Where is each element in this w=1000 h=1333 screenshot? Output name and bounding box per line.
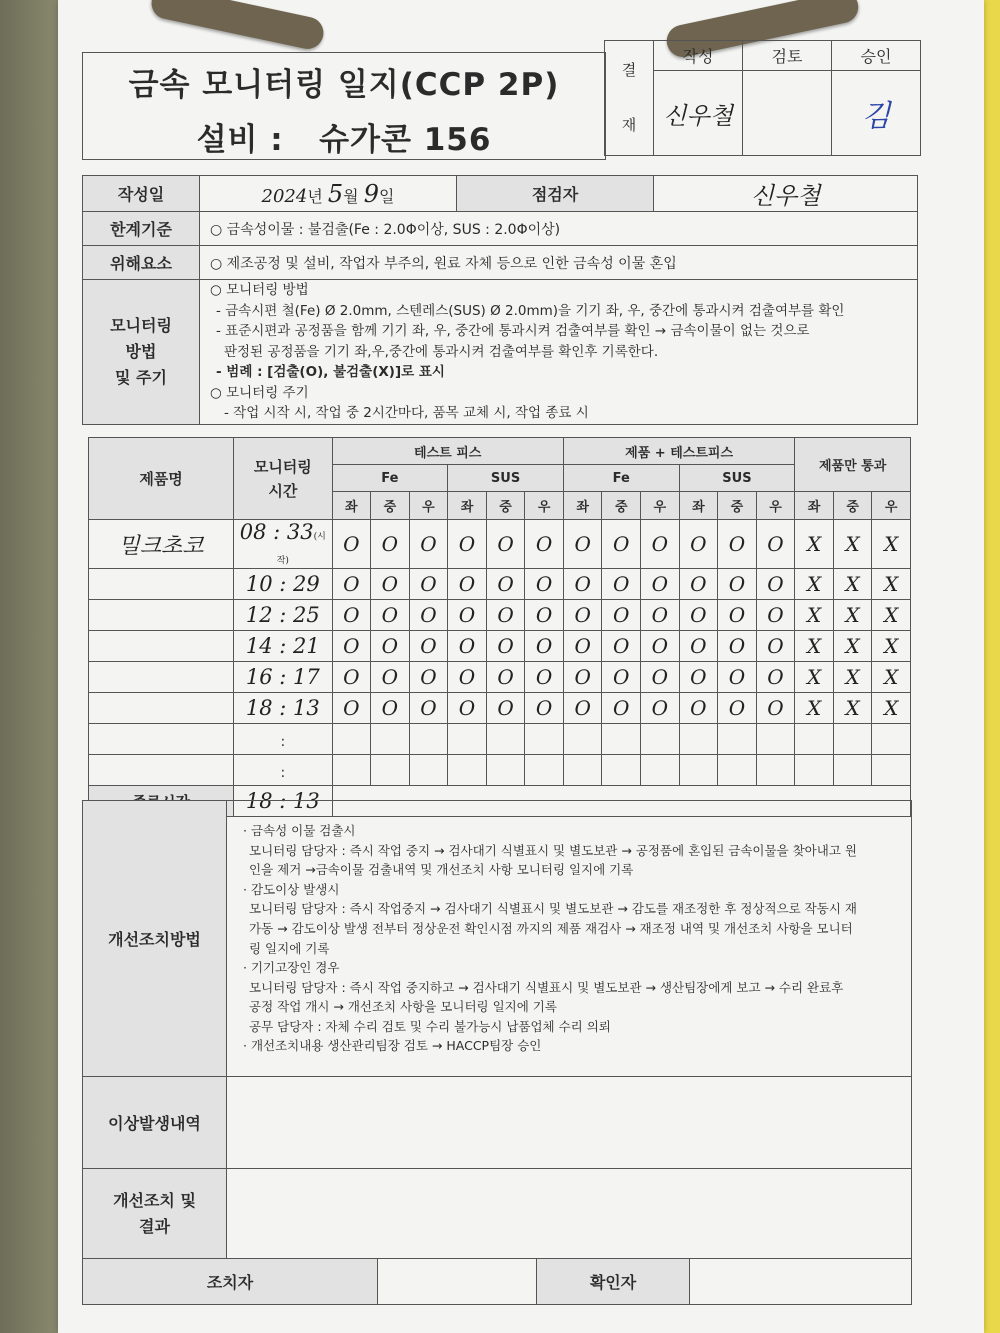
date-day: 9 [363, 179, 380, 208]
date-label: 작성일 [83, 176, 200, 212]
result-label-2: 결과 [139, 1216, 170, 1236]
check-mark-cell: O [563, 693, 602, 724]
check-mark-cell: O [486, 520, 525, 569]
check-mark-cell: X [833, 693, 872, 724]
corrective-line: 링 일지에 기록 [249, 940, 330, 956]
metal-sus: SUS [448, 465, 564, 492]
check-mark-cell: X [795, 662, 834, 693]
monitoring-time: 10 : 29 [245, 572, 320, 596]
check-mark-cell [486, 755, 525, 786]
title-block [82, 52, 606, 160]
monitoring-time-cell [234, 693, 332, 724]
monitoring-time-cell [234, 662, 332, 693]
monitoring-time: 16 : 17 [245, 665, 320, 689]
result-value [227, 1169, 912, 1259]
method-line: ○ 모니터링 방법 [210, 282, 309, 298]
product-name-cell [89, 693, 234, 724]
group-test-piece: 테스트 피스 [332, 438, 563, 465]
position-header: 우 [409, 492, 448, 520]
method-label-2: 방법 [125, 341, 157, 361]
approval-col-review: 검토 [743, 41, 832, 71]
check-mark-cell: O [756, 631, 795, 662]
check-mark-cell: O [371, 631, 410, 662]
check-mark-cell: O [332, 520, 371, 569]
position-header: 중 [833, 492, 872, 520]
monitoring-row [89, 693, 911, 724]
monitoring-table [88, 437, 911, 817]
check-mark-cell: O [448, 520, 487, 569]
check-mark-cell [833, 724, 872, 755]
check-mark-cell: X [872, 569, 911, 600]
check-mark-cell: O [448, 693, 487, 724]
product-name-cell [89, 569, 234, 600]
hazard-label: 위해요소 [83, 246, 200, 280]
col-product-header: 제품명 [89, 438, 234, 520]
check-mark-cell [679, 755, 718, 786]
check-mark-cell: X [872, 600, 911, 631]
corrective-line: 모니터링 담당자 : 즉시 작업중지 → 검사대기 식별표시 및 별도보관 → 감도를 재조정한 후 정상적으로 작동시 재 [249, 901, 857, 917]
equipment-name: 슈가콘 156 [319, 122, 492, 158]
end-time-value: 18 : 13 [234, 786, 332, 817]
position-header: 우 [756, 492, 795, 520]
check-mark-cell: O [371, 520, 410, 569]
check-mark-cell: O [332, 662, 371, 693]
check-mark-cell: O [332, 600, 371, 631]
check-mark-cell [795, 755, 834, 786]
metal-fe: Fe [332, 465, 448, 492]
check-mark-cell: O [679, 662, 718, 693]
check-mark-cell: O [602, 631, 641, 662]
approval-table [604, 40, 921, 156]
check-mark-cell: O [563, 631, 602, 662]
check-mark-cell: O [409, 631, 448, 662]
check-mark-cell: O [371, 693, 410, 724]
check-mark-cell: O [409, 520, 448, 569]
metal-fe: Fe [563, 465, 679, 492]
check-mark-cell: O [409, 600, 448, 631]
position-header: 우 [525, 492, 564, 520]
check-mark-cell [602, 755, 641, 786]
monitoring-row [89, 631, 911, 662]
limit-text: ○ 금속성이물 : 불검출(Fe : 2.0Φ이상, SUS : 2.0Φ이상) [200, 212, 918, 246]
check-mark-cell: X [872, 662, 911, 693]
check-mark-cell: O [641, 569, 680, 600]
method-label [83, 280, 200, 425]
signature-reviewer [743, 71, 832, 156]
col-time-header-1: 모니터링 [253, 457, 312, 476]
check-mark-cell [679, 724, 718, 755]
check-mark-cell [718, 755, 757, 786]
date-day-unit: 일 [379, 186, 395, 206]
approval-col-approve: 승인 [832, 41, 921, 71]
check-mark-cell: O [332, 631, 371, 662]
check-mark-cell: O [486, 600, 525, 631]
method-text [200, 280, 918, 425]
check-mark-cell: O [448, 662, 487, 693]
check-mark-cell [795, 724, 834, 755]
check-mark-cell: O [679, 631, 718, 662]
check-mark-cell [486, 724, 525, 755]
check-mark-cell: O [756, 569, 795, 600]
approval-side-label [605, 41, 654, 156]
check-mark-cell: O [371, 662, 410, 693]
method-line: - 금속시편 철(Fe) Ø 2.0mm, 스텐레스(SUS) Ø 2.0mm)을 기기 좌, 우, 중간에 통과시켜 검출여부를 확인 [216, 302, 845, 319]
check-mark-cell: O [756, 600, 795, 631]
monitoring-row [89, 520, 911, 569]
corrective-line: · 금속성 이물 검출시 [243, 822, 356, 838]
check-mark-cell: O [525, 662, 564, 693]
check-mark-cell: O [679, 693, 718, 724]
check-mark-cell: O [525, 631, 564, 662]
inspector-label: 점검자 [457, 176, 654, 212]
check-mark-cell [718, 724, 757, 755]
page-title: 금속 모니터링 일지(CCP 2P) [128, 67, 560, 103]
corrective-line: · 기기고장인 경우 [243, 960, 340, 976]
check-mark-cell: O [718, 662, 757, 693]
check-mark-cell [409, 755, 448, 786]
monitoring-row [89, 755, 911, 786]
equipment-label: 설비 : [196, 122, 284, 158]
date-value [200, 176, 457, 212]
corrective-table [82, 800, 912, 1259]
check-mark-cell: X [872, 631, 911, 662]
monitoring-time-cell [234, 600, 332, 631]
check-mark-cell: O [409, 662, 448, 693]
limit-label: 한계기준 [83, 212, 200, 246]
position-header: 중 [371, 492, 410, 520]
check-mark-cell [756, 755, 795, 786]
position-header: 좌 [679, 492, 718, 520]
check-mark-cell: X [872, 693, 911, 724]
monitoring-time: 12 : 25 [245, 603, 320, 627]
monitoring-time-cell [234, 569, 332, 600]
product-name-cell [89, 631, 234, 662]
approval-col-write: 작성 [654, 41, 743, 71]
corrective-line: · 개선조치내용 생산관리팀장 검토 → HACCP팀장 승인 [243, 1038, 542, 1054]
check-mark-cell [332, 724, 371, 755]
check-mark-cell [602, 724, 641, 755]
check-mark-cell: O [563, 600, 602, 631]
monitoring-time-cell [234, 724, 332, 755]
check-mark-cell: X [833, 569, 872, 600]
method-label-3: 및 주기 [115, 367, 167, 387]
position-header: 좌 [332, 492, 371, 520]
inspector-name: 신우철 [654, 176, 918, 212]
check-mark-cell: X [833, 631, 872, 662]
check-mark-cell: O [679, 600, 718, 631]
check-mark-cell: O [448, 569, 487, 600]
monitoring-row [89, 724, 911, 755]
monitoring-time-cell [234, 631, 332, 662]
check-mark-cell: O [718, 569, 757, 600]
corrective-line: 모니터링 담당자 : 즉시 작업 중지하고 → 검사대기 식별표시 및 별도보관 → 생산팀장에게 보고 → 수리 완료후 [249, 979, 844, 995]
check-mark-cell: X [833, 520, 872, 569]
check-mark-cell: O [563, 520, 602, 569]
product-name-cell: 밀크초코 [89, 520, 234, 569]
check-mark-cell: O [718, 631, 757, 662]
check-mark-cell: O [563, 662, 602, 693]
date-year-unit: 년 [307, 186, 323, 206]
abnormal-label: 이상발생내역 [83, 1077, 227, 1169]
check-mark-cell: X [833, 662, 872, 693]
check-mark-cell: O [602, 662, 641, 693]
confirmer-label: 확인자 [537, 1259, 690, 1305]
equipment-line [83, 114, 605, 159]
check-mark-cell [409, 724, 448, 755]
method-line: - 표준시편과 공정품을 함께 기기 좌, 우, 중간에 통과시켜 검출여부를 확인 → 금속이물이 없는 것으로 [216, 323, 810, 339]
monitoring-row [89, 569, 911, 600]
check-mark-cell [563, 724, 602, 755]
product-name-cell [89, 755, 234, 786]
corrective-line: 공정 작업 개시 → 개선조치 사항을 모니터링 일지에 기록 [249, 999, 557, 1015]
check-mark-cell: O [756, 520, 795, 569]
check-mark-cell: X [795, 520, 834, 569]
method-line: - 작업 시작 시, 작업 중 2시간마다, 품목 교체 시, 작업 종료 시 [224, 405, 589, 421]
method-label-1: 모니터링 [110, 315, 172, 335]
monitoring-time: 14 : 21 [245, 634, 320, 658]
check-mark-cell: O [448, 600, 487, 631]
product-name-cell [89, 600, 234, 631]
corrective-text [227, 801, 912, 1077]
signature-approver: 김 [832, 71, 921, 156]
position-header: 좌 [563, 492, 602, 520]
check-mark-cell: O [718, 693, 757, 724]
corrective-line: 공무 담당자 : 자체 수리 검토 및 수리 불가능시 납품업체 수리 의뢰 [249, 1018, 611, 1034]
corrective-line: · 감도이상 발생시 [243, 881, 340, 897]
abnormal-value [227, 1077, 912, 1169]
check-mark-cell: O [525, 693, 564, 724]
confirmer-value [690, 1259, 912, 1305]
check-mark-cell: X [833, 600, 872, 631]
check-mark-cell: O [563, 569, 602, 600]
check-mark-cell: O [641, 520, 680, 569]
check-mark-cell: O [486, 693, 525, 724]
monitoring-time: : [280, 765, 286, 781]
group-product-test: 제품 + 테스트피스 [563, 438, 794, 465]
metal-sus: SUS [679, 465, 795, 492]
check-mark-cell: O [679, 569, 718, 600]
info-table [82, 175, 918, 425]
check-mark-cell: O [486, 631, 525, 662]
monitoring-time: : [280, 734, 286, 750]
check-mark-cell: X [795, 693, 834, 724]
check-mark-cell [332, 755, 371, 786]
check-mark-cell: O [641, 662, 680, 693]
check-mark-cell [872, 724, 911, 755]
approval-side-top: 결 [621, 61, 637, 79]
method-line: - 범례 : [검출(O), 불검출(X)]로 표시 [216, 364, 445, 380]
date-month: 5 [327, 179, 344, 208]
date-year: 2024 [261, 185, 308, 207]
check-mark-cell [371, 755, 410, 786]
check-mark-cell [756, 724, 795, 755]
check-mark-cell: O [602, 600, 641, 631]
start-note: (시작) [276, 532, 326, 566]
group-product-only: 제품만 통과 [795, 438, 911, 492]
position-header: 중 [602, 492, 641, 520]
monitoring-time: 18 : 13 [245, 696, 320, 720]
monitoring-time: 08 : 33 [239, 520, 314, 544]
check-mark-cell: O [718, 520, 757, 569]
actor-label: 조치자 [83, 1259, 378, 1305]
position-header: 우 [641, 492, 680, 520]
check-mark-cell [641, 724, 680, 755]
sign-table [82, 1258, 912, 1305]
result-label-1: 개선조치 및 [113, 1190, 196, 1210]
position-header: 우 [872, 492, 911, 520]
check-mark-cell: O [409, 693, 448, 724]
check-mark-cell [525, 724, 564, 755]
check-mark-cell: O [756, 693, 795, 724]
method-line: ○ 모니터링 주기 [210, 384, 309, 401]
check-mark-cell: O [602, 569, 641, 600]
check-mark-cell [371, 724, 410, 755]
check-mark-cell: O [525, 520, 564, 569]
check-mark-cell: X [795, 631, 834, 662]
check-mark-cell [833, 755, 872, 786]
check-mark-cell: O [602, 520, 641, 569]
position-header: 중 [486, 492, 525, 520]
product-name-cell [89, 662, 234, 693]
check-mark-cell: O [371, 569, 410, 600]
check-mark-cell [448, 724, 487, 755]
corrective-label: 개선조치방법 [83, 801, 227, 1077]
check-mark-cell: O [486, 662, 525, 693]
hazard-text: ○ 제조공정 및 설비, 작업자 부주의, 원료 자체 등으로 인한 금속성 이물 혼입 [200, 246, 918, 280]
product-name-cell [89, 724, 234, 755]
check-mark-cell [641, 755, 680, 786]
monitoring-time-cell [234, 520, 332, 569]
date-month-unit: 월 [343, 186, 359, 206]
check-mark-cell [563, 755, 602, 786]
check-mark-cell: X [795, 569, 834, 600]
corrective-line: 모니터링 담당자 : 즉시 작업 중지 → 검사대기 식별표시 및 별도보관 → 공정품에 혼입된 금속이물을 찾아내고 원 [249, 842, 857, 858]
check-mark-cell: O [641, 600, 680, 631]
actor-value [378, 1259, 537, 1305]
check-mark-cell: O [525, 600, 564, 631]
method-line: 판정된 공정품을 기기 좌,우,중간에 통과시켜 검출여부를 확인후 기록한다. [224, 343, 659, 360]
monitoring-time-cell [234, 755, 332, 786]
check-mark-cell [525, 755, 564, 786]
check-mark-cell: O [679, 520, 718, 569]
check-mark-cell: O [718, 600, 757, 631]
check-mark-cell: X [872, 520, 911, 569]
check-mark-cell: O [448, 631, 487, 662]
position-header: 중 [718, 492, 757, 520]
check-mark-cell: X [795, 600, 834, 631]
check-mark-cell: O [332, 569, 371, 600]
position-header: 좌 [795, 492, 834, 520]
check-mark-cell: O [525, 569, 564, 600]
check-mark-cell: O [409, 569, 448, 600]
monitoring-row [89, 600, 911, 631]
check-mark-cell: O [641, 631, 680, 662]
check-mark-cell: O [756, 662, 795, 693]
result-label [83, 1169, 227, 1259]
check-mark-cell: O [371, 600, 410, 631]
check-mark-cell: O [486, 569, 525, 600]
col-time-header-2: 시간 [268, 481, 298, 500]
monitoring-row [89, 662, 911, 693]
check-mark-cell [872, 755, 911, 786]
check-mark-cell [448, 755, 487, 786]
position-header: 좌 [448, 492, 487, 520]
check-mark-cell: O [332, 693, 371, 724]
check-mark-cell: O [641, 693, 680, 724]
corrective-line: 인을 제거 →금속이물 검출내역 및 개선조치 사항 모니터링 일지에 기록 [249, 862, 634, 878]
signature-writer: 신우철 [654, 71, 743, 156]
corrective-line: 가동 → 감도이상 발생 전부터 정상운전 확인시점 까지의 제품 재검사 → 재조정 내역 및 개선조치 사항을 모니터 [249, 920, 853, 936]
col-time-header [234, 438, 332, 520]
approval-side-bottom: 재 [621, 116, 637, 134]
check-mark-cell: O [602, 693, 641, 724]
